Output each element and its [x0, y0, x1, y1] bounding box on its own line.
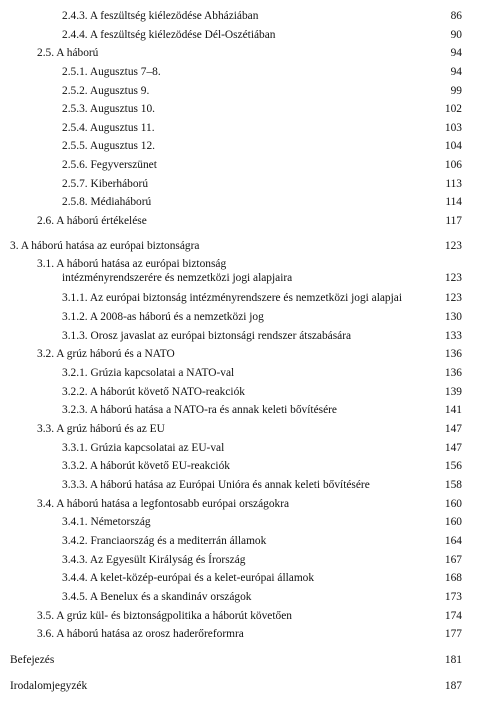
toc-entry — [0, 27, 482, 43]
toc-entry-title: 3.6. A háború hatása az orosz haderőreformra — [37, 628, 244, 640]
toc-entry-page: 160 — [444, 498, 462, 510]
toc-entry-title: 2.5.3. Augusztus 10. — [62, 103, 156, 115]
toc-entry — [0, 608, 482, 624]
toc-entry-title: 2.5.2. Augusztus 9. — [62, 85, 150, 97]
toc-entry — [0, 309, 482, 325]
toc-entry-page: 133 — [444, 330, 462, 342]
toc-entry-title: 3.4.4. A kelet-közép-európai és a kelet-európai államok — [62, 572, 315, 584]
toc-entry-page: 130 — [444, 311, 462, 323]
toc-entry-page: 117 — [445, 215, 462, 227]
toc-entry-page: 136 — [444, 367, 462, 379]
toc-entry-page: 114 — [445, 196, 462, 208]
toc-entry — [0, 346, 482, 362]
toc-entry-page: 158 — [444, 479, 462, 491]
toc-entry-title: 3.2.1. Grúzia kapcsolatai a NATO-val — [62, 367, 235, 379]
toc-entry — [0, 552, 482, 568]
toc-entry-page: 147 — [444, 442, 462, 454]
toc-entry-title: 3.4.2. Franciaország és a mediterrán államok — [62, 535, 267, 547]
toc-entry-title: 3.3. A grúz háború és az EU — [37, 423, 165, 435]
toc-entry-title: 2.5.5. Augusztus 12. — [62, 140, 156, 152]
toc-entry — [0, 365, 482, 381]
toc-entry-title: 2.5.1. Augusztus 7–8. — [62, 66, 161, 78]
toc-entry — [0, 64, 482, 80]
toc-entry-title: 3. A háború hatása az európai biztonságra — [10, 240, 200, 252]
toc-entry — [0, 384, 482, 400]
toc-entry-title: 2.5.8. Médiaháború — [62, 196, 152, 208]
toc-entry-title: 2.5. A háború — [37, 47, 99, 59]
toc-entry-page: 123 — [444, 240, 462, 252]
toc-entry — [0, 256, 482, 288]
toc-entry-title: 3.2. A grúz háború és a NATO — [37, 348, 175, 360]
toc-entry-title: Irodalomjegyzék — [10, 680, 88, 692]
toc-entry-page: 177 — [444, 628, 462, 640]
toc-entry-page: 160 — [444, 516, 462, 528]
toc-entry — [0, 176, 482, 192]
toc-entry-title: 3.1.1. Az európai biztonság intézményrendszere és nemzetközi jogi alapjai — [62, 292, 403, 304]
toc-entry-title: 3.2.2. A háborút követő NATO-reakciók — [62, 386, 245, 398]
toc-entry-page: 94 — [450, 47, 462, 59]
toc-entry — [0, 402, 482, 418]
toc-entry-page: 164 — [444, 535, 462, 547]
toc-entry — [0, 421, 482, 437]
toc-entry-title: 3.4.3. Az Egyesült Királyság és Írország — [62, 554, 246, 566]
toc-entry — [0, 238, 482, 254]
toc-entry-title: 3.2.3. A háború hatása a NATO-ra és annak keleti bővítésére — [62, 404, 337, 416]
toc-entry-page: 102 — [444, 103, 462, 115]
toc-entry-title: 3.1. A háború hatása az európai biztonság — [37, 258, 227, 270]
toc-entry-title: 2.5.7. Kiberháború — [62, 178, 149, 190]
toc-entry-title: 3.4.5. A Benelux és a skandináv országok — [62, 591, 252, 603]
toc-entry — [0, 213, 482, 229]
toc-entry-page: 94 — [450, 66, 462, 78]
toc-entry-page: 156 — [444, 460, 462, 472]
toc-entry — [0, 626, 482, 642]
toc-entry-page: 123 — [444, 272, 462, 284]
toc-entry-page: 174 — [444, 610, 462, 622]
toc-entry-page: 123 — [444, 292, 462, 304]
toc-entry-page: 147 — [444, 423, 462, 435]
toc-entry-page: 136 — [444, 348, 462, 360]
toc-entry — [0, 678, 482, 694]
toc-entry — [0, 477, 482, 493]
toc-entry-title-continued: intézményrendszerére és nemzetközi jogi alapjaira — [62, 272, 293, 284]
toc-entry-title: 3.1.2. A 2008-as háború és a nemzetközi jog — [62, 311, 264, 323]
toc-entry — [0, 652, 482, 668]
toc-entry-page: 141 — [444, 404, 462, 416]
toc-entry-page: 99 — [450, 85, 462, 97]
toc-entry-title: 2.5.6. Fegyverszünet — [62, 159, 157, 171]
toc-entry — [0, 290, 482, 306]
toc-entry — [0, 533, 482, 549]
toc-entry — [0, 157, 482, 173]
toc-entry-title: 2.4.3. A feszültség kiélezödése Abháziában — [62, 10, 259, 22]
toc-entry — [0, 440, 482, 456]
toc-entry-title: 3.4. A háború hatása a legfontosabb európai országokra — [37, 498, 290, 510]
toc-entry — [0, 138, 482, 154]
toc-entry — [0, 194, 482, 210]
toc-entry-title: 3.3.1. Grúzia kapcsolatai az EU-val — [62, 442, 225, 454]
toc-entry-title: 3.4.1. Németország — [62, 516, 151, 528]
toc-entry-title: 2.6. A háború értékelése — [37, 215, 147, 227]
toc-entry-page: 106 — [444, 159, 462, 171]
toc-entry-page: 104 — [444, 140, 462, 152]
toc-entry-page: 168 — [444, 572, 462, 584]
toc-entry — [0, 101, 482, 117]
toc-entry-title: 3.3.3. A háború hatása az Európai Unióra és annak keleti bővítésére — [62, 479, 370, 491]
toc-entry — [0, 514, 482, 530]
toc-entry — [0, 328, 482, 344]
toc-entry — [0, 589, 482, 605]
toc-entry-page: 187 — [444, 680, 462, 692]
toc-entry-title: Befejezés — [10, 654, 55, 666]
toc-entry-page: 181 — [444, 654, 462, 666]
toc-entry-title: 3.1.3. Orosz javaslat az európai biztonsági rendszer átszabására — [62, 330, 352, 342]
toc-entry-page: 103 — [444, 122, 462, 134]
toc-entry-page: 173 — [444, 591, 462, 603]
toc-entry — [0, 45, 482, 61]
toc-entry — [0, 83, 482, 99]
toc-entry-title: 2.4.4. A feszültség kiélezödése Dél-Oszétiában — [62, 29, 276, 41]
toc-entry-page: 86 — [450, 10, 462, 22]
toc-entry-page: 113 — [445, 178, 462, 190]
toc-entry — [0, 8, 482, 24]
toc-entry-title: 3.3.2. A háborút követő EU-reakciók — [62, 460, 230, 472]
toc-entry-page: 90 — [450, 29, 462, 41]
toc-entry — [0, 570, 482, 586]
toc-entry — [0, 120, 482, 136]
toc-entry — [0, 458, 482, 474]
toc-entry — [0, 496, 482, 512]
toc-entry-page: 139 — [444, 386, 462, 398]
toc-entry-title: 2.5.4. Augusztus 11. — [62, 122, 155, 134]
toc-entry-title: 3.5. A grúz kül- és biztonságpolitika a háborút követően — [37, 610, 292, 622]
toc-entry-page: 167 — [444, 554, 462, 566]
